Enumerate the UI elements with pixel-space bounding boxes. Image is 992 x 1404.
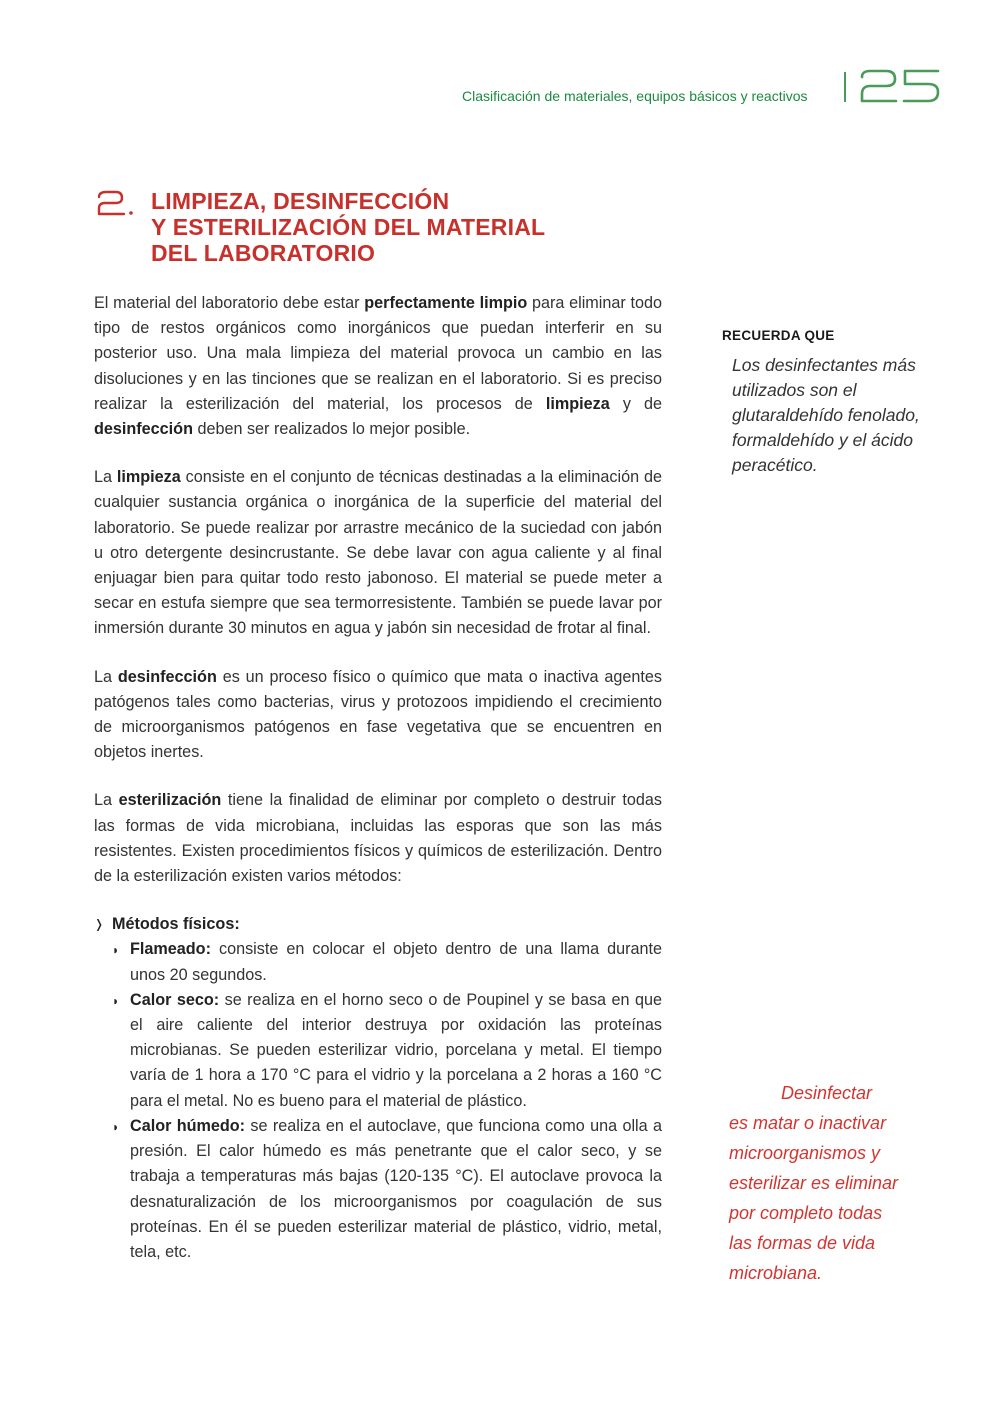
bold-term: Calor húmedo: <box>130 1116 246 1135</box>
bold-term: limpieza <box>545 394 610 413</box>
pull-quote-line: las formas de vida <box>729 1233 876 1253</box>
text-run: tiene la finalidad de eliminar por completo o destruir todas las formas de vida microbiana, incluidas las esporas que son las más resistentes. Existen procedimientos físicos y químicos de esterilización. Dentro de la esterilización existen varios métodos: <box>94 791 662 886</box>
pull-quote-line: Desinfectar <box>781 1083 873 1103</box>
header-divider <box>844 72 846 102</box>
text-run: para eliminar todo tipo de restos orgánicos como inorgánicos que puedan interferir en su posterior uso. Una mala limpieza del material provoca un cambio en las disoluciones y en las tinciones que se realizan en el laboratorio. Si es preciso realizar la esterilización del material, los procesos de <box>94 294 662 413</box>
bold-term: esterilización <box>118 791 222 810</box>
text-run: El material del laboratorio debe estar <box>94 294 365 312</box>
running-header: Clasificación de materiales, equipos básicos y reactivos <box>462 88 808 104</box>
methods-heading <box>94 912 662 937</box>
section-title <box>151 188 671 266</box>
list-item <box>112 988 662 1114</box>
list-item <box>112 1114 662 1265</box>
pull-quote-line: por completo todas <box>729 1203 883 1223</box>
text-run: La <box>94 791 119 810</box>
paragraph-esterilizacion <box>94 788 662 889</box>
paragraph-intro <box>94 291 662 442</box>
methods-sublist <box>112 937 662 1265</box>
text-run: deben ser realizados lo mejor posible. <box>192 420 471 439</box>
list-item <box>112 937 662 987</box>
pull-quote-line: es matar o inactivar <box>729 1113 887 1133</box>
bold-term: Flameado: <box>130 940 211 959</box>
sidebar-title: RECUERDA QUE <box>722 328 835 343</box>
text-run: consiste en colocar el objeto dentro de una llama durante unos 20 segundos. <box>130 940 662 984</box>
text-run: y de <box>609 394 662 413</box>
text-run: es un proceso físico o químico que mata o inactiva agentes patógenos tales como bacterias, virus y protozoos impidiendo el crecimiento de microorganismos patógenos en fase vegetativa que se encuentren en objetos inertes. <box>94 667 662 762</box>
sidebar-text: Los desinfectantes más utilizados son el glutaraldehído fenolado, formaldehído y el ácido peracético. <box>732 355 920 475</box>
section-title-line: LIMPIEZA, DESINFECCIÓN <box>151 188 450 214</box>
section-title-line: DEL LABORATORIO <box>151 240 376 266</box>
methods-list <box>94 912 662 1265</box>
pull-quote <box>729 1078 929 1288</box>
bullet-icon: ◗ <box>112 993 120 1008</box>
paragraph-limpieza <box>94 465 662 641</box>
section-title-line: Y ESTERILIZACIÓN DEL MATERIAL <box>151 214 546 240</box>
text-run: La <box>94 667 118 686</box>
bold-term: desinfección <box>117 667 217 686</box>
bold-term: limpieza <box>116 468 181 487</box>
text-run: La <box>94 468 117 487</box>
sidebar-note <box>722 328 922 478</box>
main-column <box>94 291 662 1265</box>
page-number <box>858 68 942 104</box>
pull-quote-line: esterilizar es eliminar <box>729 1173 899 1193</box>
text-run: se realiza en el autoclave, que funciona como una olla a presión. El calor húmedo es más penetrante que el calor seco, y se trabaja a temperaturas más bajas (120-135 °C). El autoclave provoca la desnaturalización de los microorganismos por coagulación de sus proteínas. En él se pueden esterilizar material de plástico, vidrio, metal, tela, etc. <box>130 1116 662 1261</box>
bold-term: perfectamente limpio <box>364 294 528 312</box>
pull-quote-line: microorganismos y <box>729 1143 881 1163</box>
bold-term: Calor seco: <box>130 990 220 1009</box>
bullet-icon: ❭ <box>94 917 105 932</box>
section-number <box>96 190 136 216</box>
bullet-icon: ◗ <box>112 943 120 958</box>
bold-term: desinfección <box>94 420 193 439</box>
pull-quote-line: microbiana. <box>729 1263 823 1283</box>
bullet-icon: ◗ <box>112 1119 120 1134</box>
text-run: consiste en el conjunto de técnicas destinadas a la eliminación de cualquier sustancia orgánica o inorgánica de la superficie del material del laboratorio. Se puede realizar por arrastre mecánico de la suciedad con jabón u otro detergente desincrustante. Se debe lavar con agua caliente y al final enjuagar bien para quitar todo resto jabonoso. El material se puede meter a secar en estufa siempre que sea termorresistente. También se puede lavar por inmersión durante 30 minutos en agua y jabón sin necesidad de frotar al final. <box>94 468 662 638</box>
text-run: se realiza en el horno seco o de Poupinel y se basa en que el aire caliente del interior destruya por oxidación las proteínas microbianas. Se pueden esterilizar vidrio, porcelana y metal. El tiempo varía de 1 hora a 170 °C para el vidrio y la porcelana a 2 horas a 160 °C para el metal. No es bueno para el material de plástico. <box>130 990 662 1110</box>
paragraph-desinfeccion <box>94 665 662 766</box>
methods-heading-text: Métodos físicos: <box>112 915 240 934</box>
